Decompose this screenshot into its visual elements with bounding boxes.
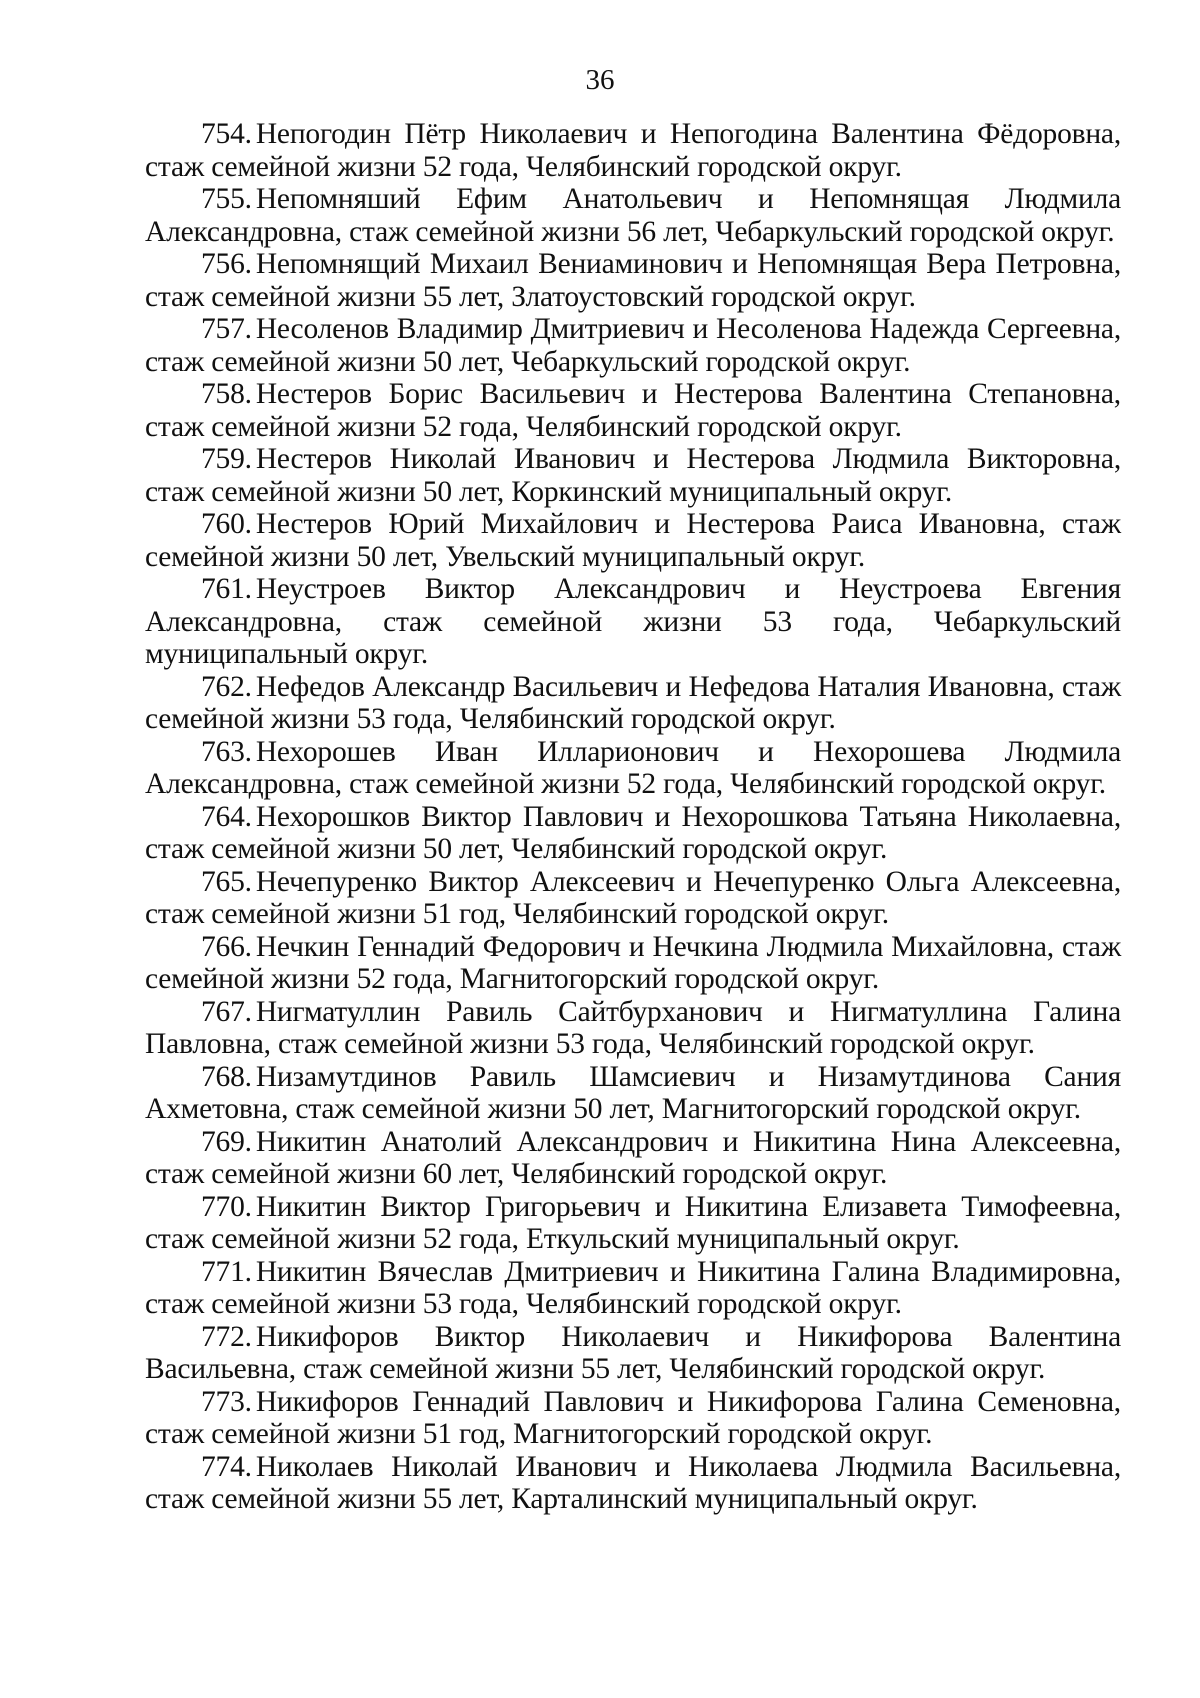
- entry-number: 774.: [201, 1450, 252, 1483]
- entry-text: Нечкин Геннадий Федорович и Нечкина Людмила Михайловна, стаж семейной жизни 52 года, Магнитогорский городской округ.: [145, 930, 1121, 995]
- list-item: [145, 801, 1121, 866]
- list-item: [145, 736, 1121, 801]
- list-item: [145, 573, 1121, 671]
- page-number: 36: [585, 64, 615, 96]
- list-item: [145, 671, 1121, 736]
- entry-text: Никитин Вячеслав Дмитриевич и Никитина Галина Владимировна, стаж семейной жизни 53 года, Челябинский городской округ.: [145, 1255, 1121, 1320]
- entry-number: 760.: [201, 508, 252, 540]
- entry-text: Непомняший Ефим Анатольевич и Непомнящая Людмила Александровна, стаж семейной жизни 56 лет, Чебаркульский городской округ.: [145, 183, 1121, 248]
- list-item: [145, 313, 1121, 378]
- entry-text: Никитин Виктор Григорьевич и Никитина Елизавета Тимофеевна, стаж семейной жизни 52 года, Еткульский муниципальный округ.: [145, 1190, 1121, 1255]
- list-item: [145, 443, 1121, 508]
- entry-text: Нигматуллин Равиль Сайтбурханович и Нигматуллина Галина Павловна, стаж семейной жизни 53 года, Челябинский городской округ.: [145, 995, 1121, 1060]
- list-item: [145, 996, 1121, 1061]
- list-item: [145, 1256, 1121, 1321]
- entry-number: 771.: [201, 1255, 252, 1288]
- list-item: [145, 248, 1121, 313]
- entry-text: Нестеров Николай Иванович и Нестерова Людмила Викторовна, стаж семейной жизни 50 лет, Коркинский муниципальный округ.: [145, 443, 1121, 508]
- entry-text: Нехорошев Иван Илларионович и Нехорошева Людмила Александровна, стаж семейной жизни 52 года, Челябинский городской округ.: [145, 735, 1121, 800]
- entry-number: 773.: [201, 1385, 252, 1418]
- entry-text: Нестеров Юрий Михайлович и Нестерова Раиса Ивановна, стаж семейной жизни 50 лет, Увельский муниципальный округ.: [145, 508, 1121, 573]
- entry-text: Непогодин Пётр Николаевич и Непогодина Валентина Фёдоровна, стаж семейной жизни 52 года, Челябинский городской округ.: [145, 118, 1121, 183]
- entry-text: Несоленов Владимир Дмитриевич и Несоленова Надежда Сергеевна, стаж семейной жизни 50 лет, Чебаркульский городской округ.: [145, 313, 1121, 378]
- entry-text: Никифоров Виктор Николаевич и Никифорова Валентина Васильевна, стаж семейной жизни 55 лет, Челябинский городской округ.: [145, 1320, 1121, 1385]
- entry-text: Никитин Анатолий Александрович и Никитина Нина Алексеевна, стаж семейной жизни 60 лет, Челябинский городской округ.: [145, 1125, 1121, 1190]
- entry-text: Нефедов Александр Васильевич и Нефедова Наталия Ивановна, стаж семейной жизни 53 года, Челябинский городской округ.: [145, 670, 1121, 735]
- entry-number: 772.: [201, 1320, 252, 1353]
- entry-number: 758.: [201, 378, 252, 410]
- list-item: [145, 931, 1121, 996]
- list-item: [145, 508, 1121, 573]
- entry-text: Нечепуренко Виктор Алексеевич и Нечепуренко Ольга Алексеевна, стаж семейной жизни 51 год, Челябинский городской округ.: [145, 865, 1121, 930]
- list-item: [145, 1386, 1121, 1451]
- list-item: [145, 118, 1121, 183]
- entry-list: [145, 118, 1121, 1516]
- entry-number: 755.: [201, 183, 252, 215]
- entry-number: 762.: [201, 670, 252, 703]
- list-item: [145, 378, 1121, 443]
- entry-number: 757.: [201, 313, 252, 345]
- list-item: [145, 183, 1121, 248]
- entry-number: 756.: [201, 248, 252, 280]
- entry-number: 768.: [201, 1060, 252, 1093]
- entry-number: 763.: [201, 735, 252, 768]
- entry-text: Неустроев Виктор Александрович и Неустроева Евгения Александровна, стаж семейной жизни 53 года, Чебаркульский муниципальный округ.: [145, 573, 1121, 670]
- entry-text: Нестеров Борис Васильевич и Нестерова Валентина Степановна, стаж семейной жизни 52 года, Челябинский городской округ.: [145, 378, 1121, 443]
- entry-text: Николаев Николай Иванович и Николаева Людмила Васильевна, стаж семейной жизни 55 лет, Карталинский муниципальный округ.: [145, 1450, 1121, 1515]
- entry-text: Нехорошков Виктор Павлович и Нехорошкова Татьяна Николаевна, стаж семейной жизни 50 лет, Челябинский городской округ.: [145, 800, 1121, 865]
- entry-text: Непомнящий Михаил Вениаминович и Непомнящая Вера Петровна, стаж семейной жизни 55 лет, Златоустовский городской округ.: [145, 248, 1121, 313]
- entry-number: 765.: [201, 865, 252, 898]
- list-item: [145, 1061, 1121, 1126]
- list-item: [145, 866, 1121, 931]
- list-item: [145, 1451, 1121, 1516]
- entry-number: 766.: [201, 930, 252, 963]
- entry-number: 769.: [201, 1125, 252, 1158]
- list-item: [145, 1191, 1121, 1256]
- list-item: [145, 1126, 1121, 1191]
- entry-text: Низамутдинов Равиль Шамсиевич и Низамутдинова Сания Ахметовна, стаж семейной жизни 50 лет, Магнитогорский городской округ.: [145, 1060, 1121, 1125]
- list-item: [145, 1321, 1121, 1386]
- entry-number: 767.: [201, 995, 252, 1028]
- entry-number: 770.: [201, 1190, 252, 1223]
- entry-number: 759.: [201, 443, 252, 475]
- entry-number: 764.: [201, 800, 252, 833]
- entry-text: Никифоров Геннадий Павлович и Никифорова Галина Семеновна, стаж семейной жизни 51 год, Магнитогорский городской округ.: [145, 1385, 1121, 1450]
- entry-number: 761.: [201, 573, 252, 605]
- entry-number: 754.: [201, 118, 252, 150]
